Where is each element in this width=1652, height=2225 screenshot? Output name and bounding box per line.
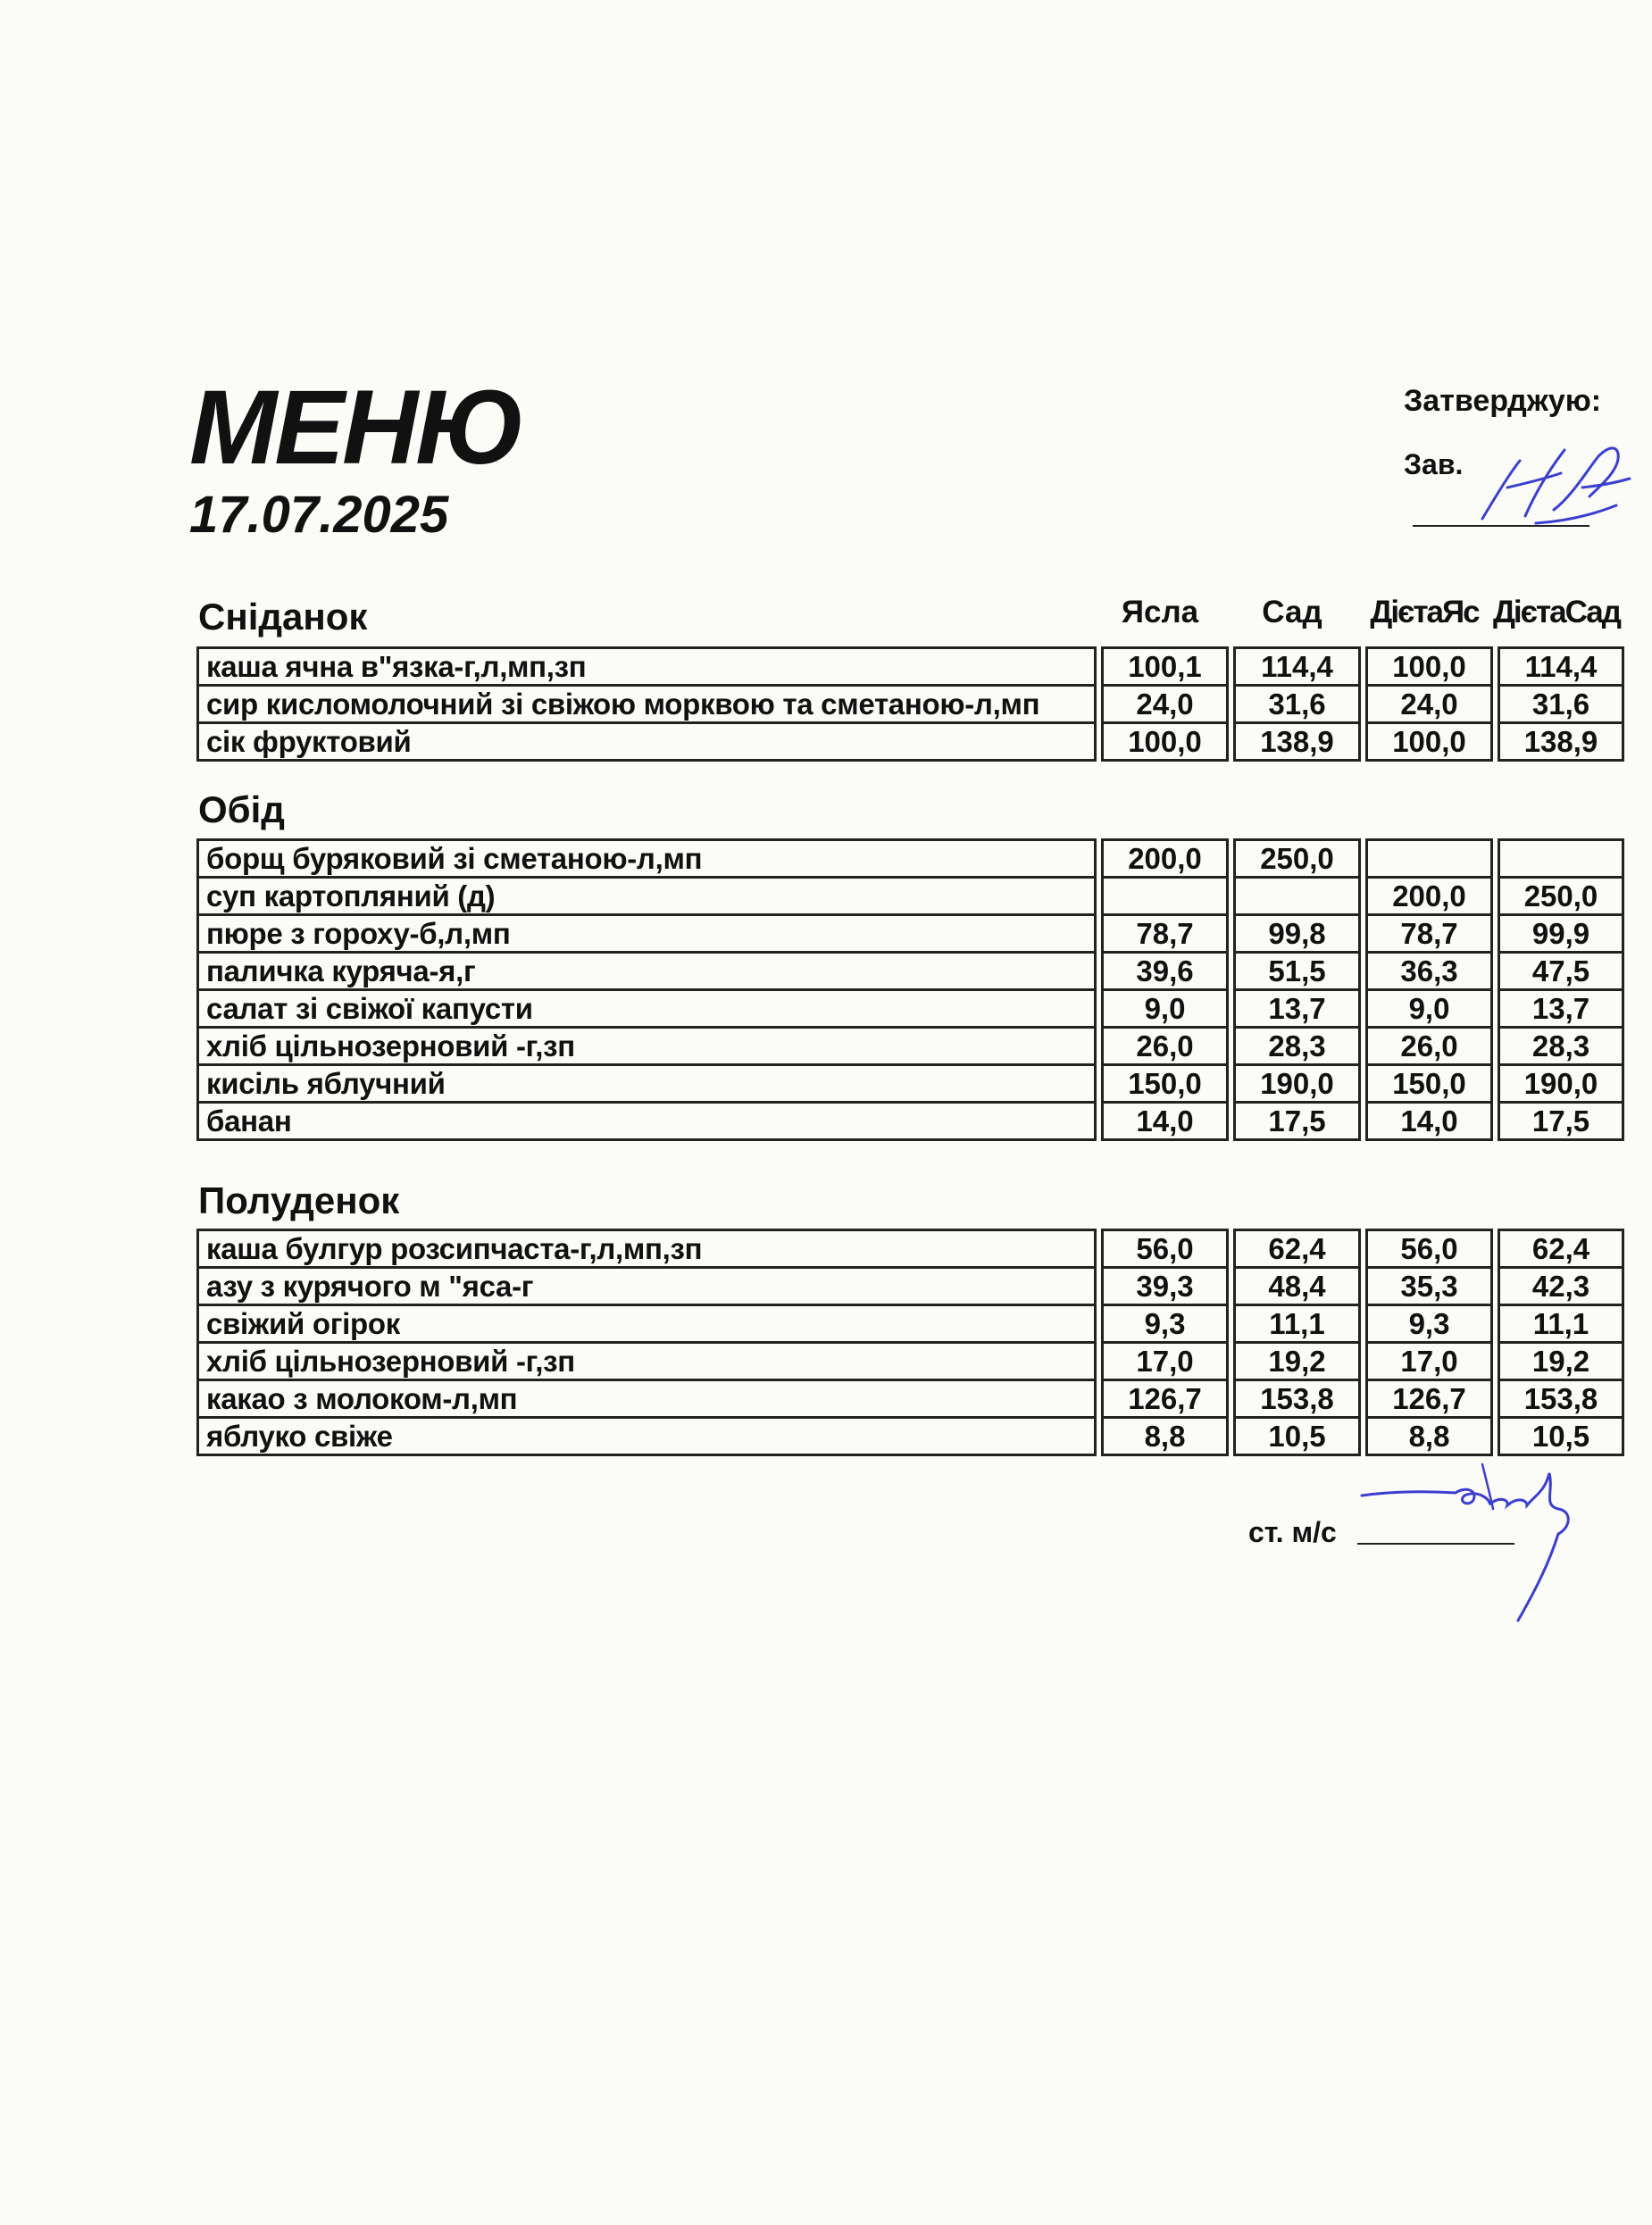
menu-title: МЕНЮ (189, 369, 523, 487)
portion-value: 51,5 (1233, 954, 1361, 991)
table-row (196, 1344, 1624, 1381)
portion-value: 17,0 (1101, 1344, 1229, 1381)
portion-value: 35,3 (1365, 1269, 1493, 1306)
portion-value: 9,0 (1101, 991, 1229, 1029)
dish-name: хліб цільнозерновий -г,зп (196, 1029, 1097, 1066)
dish-name: сік фруктовий (196, 724, 1097, 762)
afternoon-snack-table (192, 1229, 1629, 1456)
dish-name: какао з молоком-л,мп (196, 1381, 1097, 1419)
table-row (196, 1104, 1624, 1141)
portion-value (1498, 838, 1624, 879)
table-row (196, 1306, 1624, 1344)
dish-name: пюре з гороху-б,л,мп (196, 916, 1097, 954)
table-row (196, 1269, 1624, 1306)
table-row (196, 916, 1624, 954)
section-title-lunch: Обід (198, 788, 285, 830)
portion-value: 114,4 (1498, 646, 1624, 687)
portion-value: 10,5 (1498, 1419, 1624, 1456)
portion-value: 11,1 (1233, 1306, 1361, 1344)
portion-value: 8,8 (1365, 1419, 1493, 1456)
portion-value: 190,0 (1233, 1066, 1361, 1104)
portion-value: 78,7 (1101, 916, 1229, 954)
head-signature (1464, 434, 1643, 541)
portion-value: 62,4 (1233, 1229, 1361, 1269)
dish-name: кисіль яблучний (196, 1066, 1097, 1104)
portion-value: 250,0 (1233, 838, 1361, 879)
table-row (196, 1419, 1624, 1456)
portion-value: 8,8 (1101, 1419, 1229, 1456)
portion-value: 24,0 (1365, 687, 1493, 724)
portion-value: 56,0 (1101, 1229, 1229, 1269)
column-heading-nursery: Ясла (1121, 595, 1199, 629)
section-title-breakfast: Сніданок (198, 596, 368, 638)
table-row (196, 991, 1624, 1029)
portion-value: 28,3 (1233, 1029, 1361, 1066)
portion-value: 13,7 (1498, 991, 1624, 1029)
portion-value: 9,0 (1365, 991, 1493, 1029)
dish-name: хліб цільнозерновий -г,зп (196, 1344, 1097, 1381)
portion-value: 11,1 (1498, 1306, 1624, 1344)
portion-value: 100,1 (1101, 646, 1229, 687)
breakfast-table (192, 646, 1629, 762)
dish-name: борщ буряковий зі сметаною-л,мп (196, 838, 1097, 879)
approval-label: Затверджую: (1404, 384, 1602, 418)
portion-value: 138,9 (1233, 724, 1361, 762)
portion-value: 13,7 (1233, 991, 1361, 1029)
dish-name: яблуко свіже (196, 1419, 1097, 1456)
dish-name: салат зі свіжої капусти (196, 991, 1097, 1029)
portion-value: 26,0 (1365, 1029, 1493, 1066)
portion-value: 114,4 (1233, 646, 1361, 687)
portion-value: 39,6 (1101, 954, 1229, 991)
portion-value: 9,3 (1365, 1306, 1493, 1344)
table-row (196, 1066, 1624, 1104)
portion-value: 9,3 (1101, 1306, 1229, 1344)
portion-value: 100,0 (1365, 646, 1493, 687)
portion-value: 150,0 (1101, 1066, 1229, 1104)
menu-date: 17.07.2025 (189, 486, 449, 544)
section-title-afternoon-snack: Полуденок (198, 1179, 400, 1221)
portion-value: 100,0 (1101, 724, 1229, 762)
table-row (196, 1229, 1624, 1269)
table-row (196, 687, 1624, 724)
nurse-signature (1357, 1455, 1625, 1634)
portion-value: 31,6 (1498, 687, 1624, 724)
portion-value: 138,9 (1498, 724, 1624, 762)
portion-value: 14,0 (1101, 1104, 1229, 1141)
portion-value: 36,3 (1365, 954, 1493, 991)
portion-value: 28,3 (1498, 1029, 1624, 1066)
portion-value: 150,0 (1365, 1066, 1493, 1104)
portion-value (1233, 879, 1361, 916)
portion-value: 19,2 (1233, 1344, 1361, 1381)
table-row (196, 879, 1624, 916)
portion-value (1365, 838, 1493, 879)
portion-value: 100,0 (1365, 724, 1493, 762)
portion-value: 190,0 (1498, 1066, 1624, 1104)
portion-value: 78,7 (1365, 916, 1493, 954)
dish-name: азу з курячого м "яса-г (196, 1269, 1097, 1306)
portion-value: 47,5 (1498, 954, 1624, 991)
portion-value: 250,0 (1498, 879, 1624, 916)
dish-name: суп картопляний (д) (196, 879, 1097, 916)
portion-value: 42,3 (1498, 1269, 1624, 1306)
lunch-table (192, 838, 1629, 1141)
portion-value: 17,0 (1365, 1344, 1493, 1381)
portion-value: 48,4 (1233, 1269, 1361, 1306)
dish-name: банан (196, 1104, 1097, 1141)
portion-value: 56,0 (1365, 1229, 1493, 1269)
table-row (196, 646, 1624, 687)
portion-value: 17,5 (1233, 1104, 1361, 1141)
column-heading-diet-kindergarten: ДієтаСад (1493, 595, 1620, 629)
portion-value: 126,7 (1101, 1381, 1229, 1419)
portion-value: 99,9 (1498, 916, 1624, 954)
table-row (196, 724, 1624, 762)
portion-value: 99,8 (1233, 916, 1361, 954)
dish-name: каша ячна в"язка-г,л,мп,зп (196, 646, 1097, 687)
dish-name: свіжий огірок (196, 1306, 1097, 1344)
table-row (196, 838, 1624, 879)
portion-value: 26,0 (1101, 1029, 1229, 1066)
table-row (196, 1381, 1624, 1419)
portion-value: 126,7 (1365, 1381, 1493, 1419)
nurse-label: ст. м/с (1248, 1516, 1337, 1548)
portion-value: 200,0 (1365, 879, 1493, 916)
dish-name: сир кисломолочний зі свіжою морквою та сметаною-л,мп (196, 687, 1097, 724)
portion-value (1101, 879, 1229, 916)
table-row (196, 954, 1624, 991)
portion-value: 153,8 (1498, 1381, 1624, 1419)
portion-value: 10,5 (1233, 1419, 1361, 1456)
head-label: Зав. (1404, 448, 1464, 480)
portion-value: 24,0 (1101, 687, 1229, 724)
portion-value: 153,8 (1233, 1381, 1361, 1419)
column-heading-diet-nursery: ДієтаЯс (1370, 595, 1479, 629)
column-heading-kindergarten: Сад (1262, 595, 1322, 629)
portion-value: 17,5 (1498, 1104, 1624, 1141)
table-row (196, 1029, 1624, 1066)
portion-value: 19,2 (1498, 1344, 1624, 1381)
dish-name: паличка куряча-я,г (196, 954, 1097, 991)
portion-value: 200,0 (1101, 838, 1229, 879)
portion-value: 62,4 (1498, 1229, 1624, 1269)
portion-value: 31,6 (1233, 687, 1361, 724)
portion-value: 39,3 (1101, 1269, 1229, 1306)
dish-name: каша булгур розсипчаста-г,л,мп,зп (196, 1229, 1097, 1269)
portion-value: 14,0 (1365, 1104, 1493, 1141)
